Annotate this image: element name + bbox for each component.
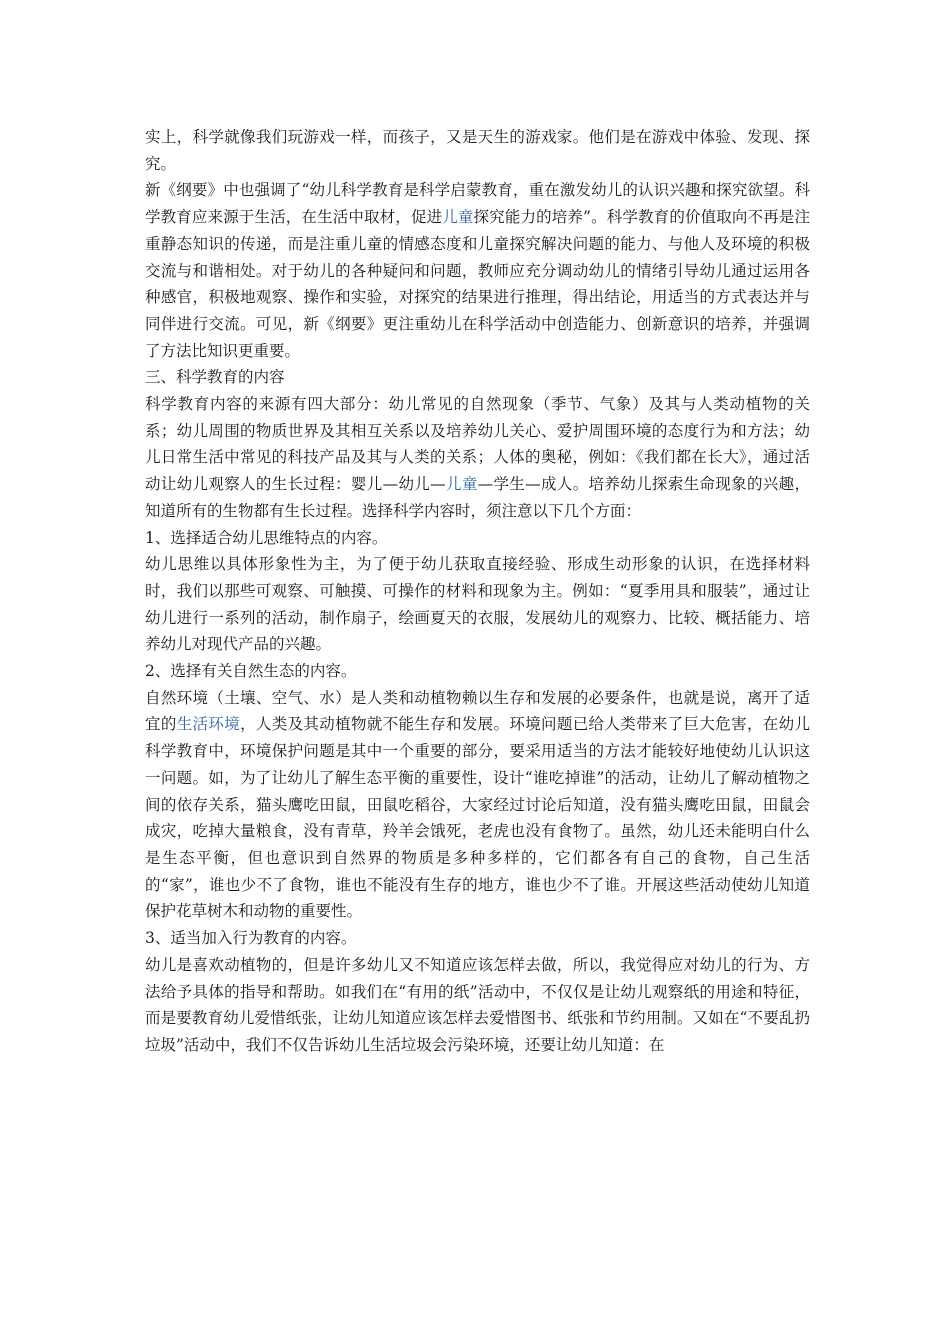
paragraph-text: 实上，科学就像我们玩游戏一样，而孩子，又是天生的游戏家。他们是在游戏中体验、发现、探究。 bbox=[145, 128, 810, 173]
subheading-1 bbox=[145, 525, 810, 552]
paragraph-intro-end bbox=[145, 124, 810, 177]
paragraph-guideline bbox=[145, 177, 810, 364]
heading-text: 3、适当加入行为教育的内容。 bbox=[145, 929, 357, 948]
paragraph-text: 自然环境（土壤、空气、水）是人类和动植物赖以生存和发展的必要条件，也就是说，离开了适宜的 bbox=[145, 688, 810, 734]
paragraph-thinking bbox=[145, 551, 810, 658]
heading-text: 1、选择适合幼儿思维特点的内容。 bbox=[145, 528, 388, 547]
document-body bbox=[145, 124, 810, 1059]
heading-text: 2、选择有关自然生态的内容。 bbox=[145, 662, 357, 681]
paragraph-text: 幼儿思维以具体形象性为主，为了便于幼儿获取直接经验、形成生动形象的认识，在选择材料时，我们以那些可观察、可触摸、可操作的材料和现象为主。例如：“夏季用具和服装”，通过让幼儿进行一系列的活动，制作扇子，绘画夏天的衣服，发展幼儿的观察力、比较、概括能力、培养幼儿对现代产品的兴趣。 bbox=[145, 555, 810, 654]
paragraph-text: 科学教育内容的来源有四大部分：幼儿常见的自然现象（季节、气象）及其与人类动植物的关系；幼儿周围的物质世界及其相互关系以及培养幼儿关心、爱护周围环境的态度行为和方法；幼儿日常生活中常见的科技产品及其与人类的关系；人体的奥秘，例如：《我们都在长大》，通过活动让幼儿观察人的生长过程：婴儿—幼儿— bbox=[145, 395, 810, 494]
paragraph-text: 幼儿是喜欢动植物的，但是许多幼儿又不知道应该怎样去做，所以，我觉得应对幼儿的行为、方法给予具体的指导和帮助。如我们在“有用的纸”活动中，不仅仅是让幼儿观察纸的用途和特征，而是要教育幼儿爱惜纸张，让幼儿知道应该怎样去爱惜图书、纸张和节约用制。又如在“不要乱扔垃圾”活动中，我们不仅告诉幼儿生活垃圾会污染环境，还要让幼儿知道：在 bbox=[145, 955, 810, 1054]
paragraph-ecology bbox=[145, 685, 810, 925]
link-children[interactable]: 儿童 bbox=[442, 208, 474, 227]
paragraph-text: 新《纲要》中也强调了“幼儿科学教育是科学启蒙教育，重在激发幼儿的认识兴趣和探究欲望。科学教育应来源于生活，在生活中取材，促进 bbox=[145, 181, 810, 227]
section-heading-content bbox=[145, 364, 810, 391]
paragraph-text: ，人类及其动植物就不能生存和发展。环境问题已给人类带来了巨大危害，在幼儿科学教育中，环境保护问题是其中一个重要的部分，要采用适当的方法才能较好地使幼儿认识这一问题。如，为了让幼儿了解生态平衡的重要性，设计“谁吃掉谁”的活动，让幼儿了解动植物之间的依存关系，猫头鹰吃田鼠，田鼠吃稻谷，大家经过讨论后知道，没有猫头鹰吃田鼠，田鼠会成灾，吃掉大量粮食，没有青草，羚羊会饿死，老虎也没有食物了。虽然，幼儿还未能明白什么是生态平衡，但也意识到自然界的物质是多种多样的，它们都各有自己的食物，自己生活的“家”，谁也少不了食物，谁也不能没有生存的地方，谁也少不了谁。开展这些活动使幼儿知道保护花草树木和动物的重要性。 bbox=[145, 715, 810, 921]
link-living-environment[interactable]: 生活环境 bbox=[176, 715, 241, 734]
subheading-2 bbox=[145, 658, 810, 685]
paragraph-behavior bbox=[145, 952, 810, 1059]
paragraph-text: 探究能力的培养”。科学教育的价值取向不再是注重静态知识的传递，而是注重儿童的情感态度和儿童探究解决问题的能力、与他人及环境的积极交流与和谐相处。对于幼儿的各种疑问和问题，教师应充分调动幼儿的情绪引导幼儿通过运用各种感官，积极地观察、操作和实验，对探究的结果进行推理，得出结论，用适当的方式表达并与同伴进行交流。可见，新《纲要》更注重幼儿在科学活动中创造能力、创新意识的培养，并强调了方法比知识更重要。 bbox=[145, 208, 810, 360]
paragraph-text: —学生—成人。培养幼儿探索生命现象的兴趣，知道所有的生物都有生长过程。选择科学内容时，须注意以下几个方面： bbox=[145, 475, 810, 520]
paragraph-content-sources bbox=[145, 391, 810, 525]
heading-text: 三、科学教育的内容 bbox=[145, 368, 285, 387]
link-children[interactable]: 儿童 bbox=[445, 475, 478, 494]
subheading-3 bbox=[145, 925, 810, 952]
